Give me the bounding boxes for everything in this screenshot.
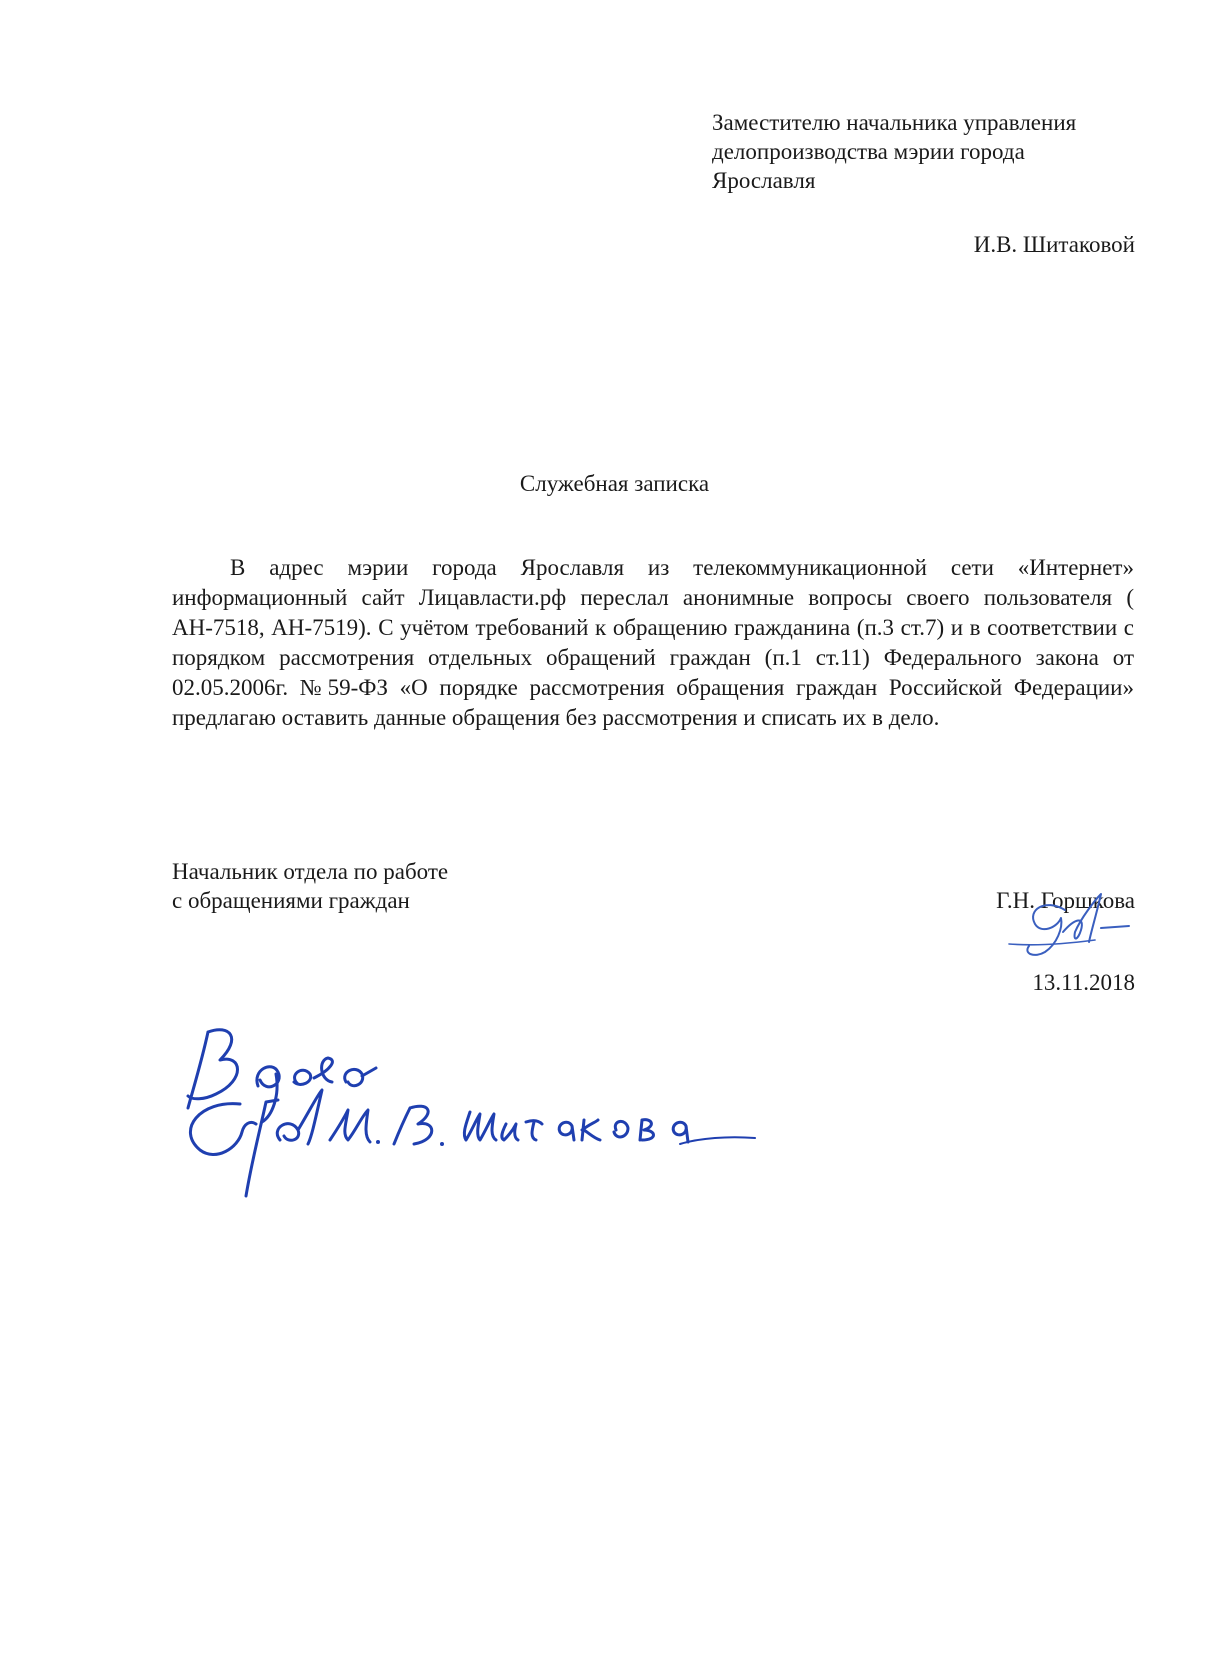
document-date: 13.11.2018 bbox=[1032, 970, 1135, 995]
handwritten-resolution bbox=[180, 1020, 760, 1210]
signature-mark bbox=[1005, 888, 1145, 968]
addressee-name: И.В. Шитаковой bbox=[973, 232, 1135, 257]
addressee-block bbox=[712, 108, 1152, 195]
document-body: В адрес мэрии города Ярославля из телекоммуникационной сети «Интернет» информационный сайт Лицавласти.рф переслал анонимные вопросы своего пользователя ( АН-7518, АН-7519). С учётом требований к обращению гражданина (п.3 ст.7) и в соответствии с порядком рассмотрения отдельных обращений граждан (п.1 ст.11) Федерального закона от 02.05.2006г. №59-ФЗ «О порядке рассмотрения обращения граждан Российской Федерации» предлагаю оставить данные обращения без рассмотрения и списать их в дело. bbox=[172, 555, 1134, 730]
document-title: Служебная записка bbox=[519, 471, 710, 496]
addressee-line: делопроизводства мэрии города bbox=[712, 139, 1025, 164]
signer-position-line: с обращениями граждан bbox=[172, 888, 410, 913]
signer-position bbox=[172, 857, 448, 915]
signer-name: Г.Н. Горшкова bbox=[996, 888, 1135, 913]
addressee-line: Заместителю начальника управления bbox=[712, 110, 1077, 135]
signer-position-line: Начальник отдела по работе bbox=[172, 859, 449, 884]
addressee-line: Ярославля bbox=[712, 168, 816, 193]
